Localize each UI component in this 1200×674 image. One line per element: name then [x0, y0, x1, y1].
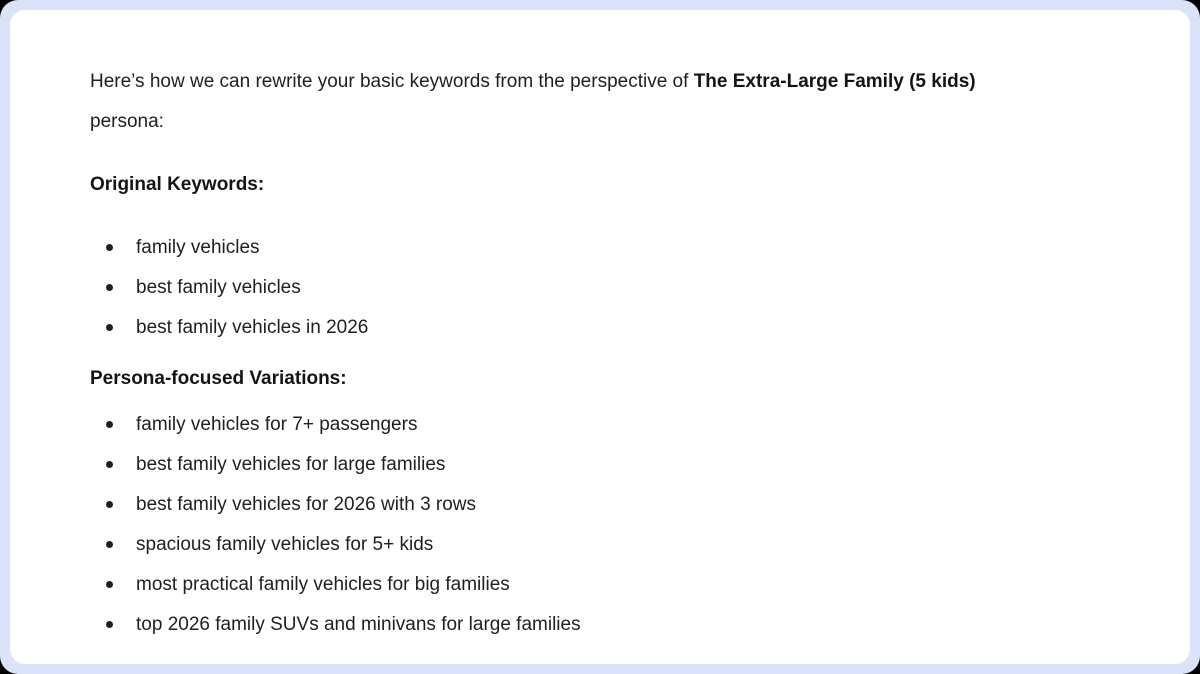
list-item: best family vehicles for 2026 with 3 rows	[136, 485, 1120, 525]
intro-suffix: persona:	[90, 111, 164, 132]
intro-text: Here’s how we can rewrite your basic keywords from the perspective of	[90, 71, 694, 92]
list-item: best family vehicles for large families	[136, 445, 1120, 485]
persona-variations-list	[90, 405, 1120, 645]
list-item: family vehicles	[136, 228, 1120, 268]
original-keywords-list	[90, 228, 1120, 348]
intro-paragraph	[90, 62, 1120, 142]
list-item: best family vehicles	[136, 268, 1120, 308]
response-card	[10, 10, 1190, 664]
list-item: family vehicles for 7+ passengers	[136, 405, 1120, 445]
persona-variations-heading: Persona-focused Variations:	[90, 368, 347, 389]
original-keywords-heading: Original Keywords:	[90, 174, 265, 195]
persona-name: The Extra-Large Family (5 kids)	[693, 71, 976, 92]
list-item: spacious family vehicles for 5+ kids	[136, 525, 1120, 565]
list-item: most practical family vehicles for big families	[136, 565, 1120, 605]
list-item: top 2026 family SUVs and minivans for large families	[136, 605, 1120, 645]
list-item: best family vehicles in 2026	[136, 308, 1120, 348]
